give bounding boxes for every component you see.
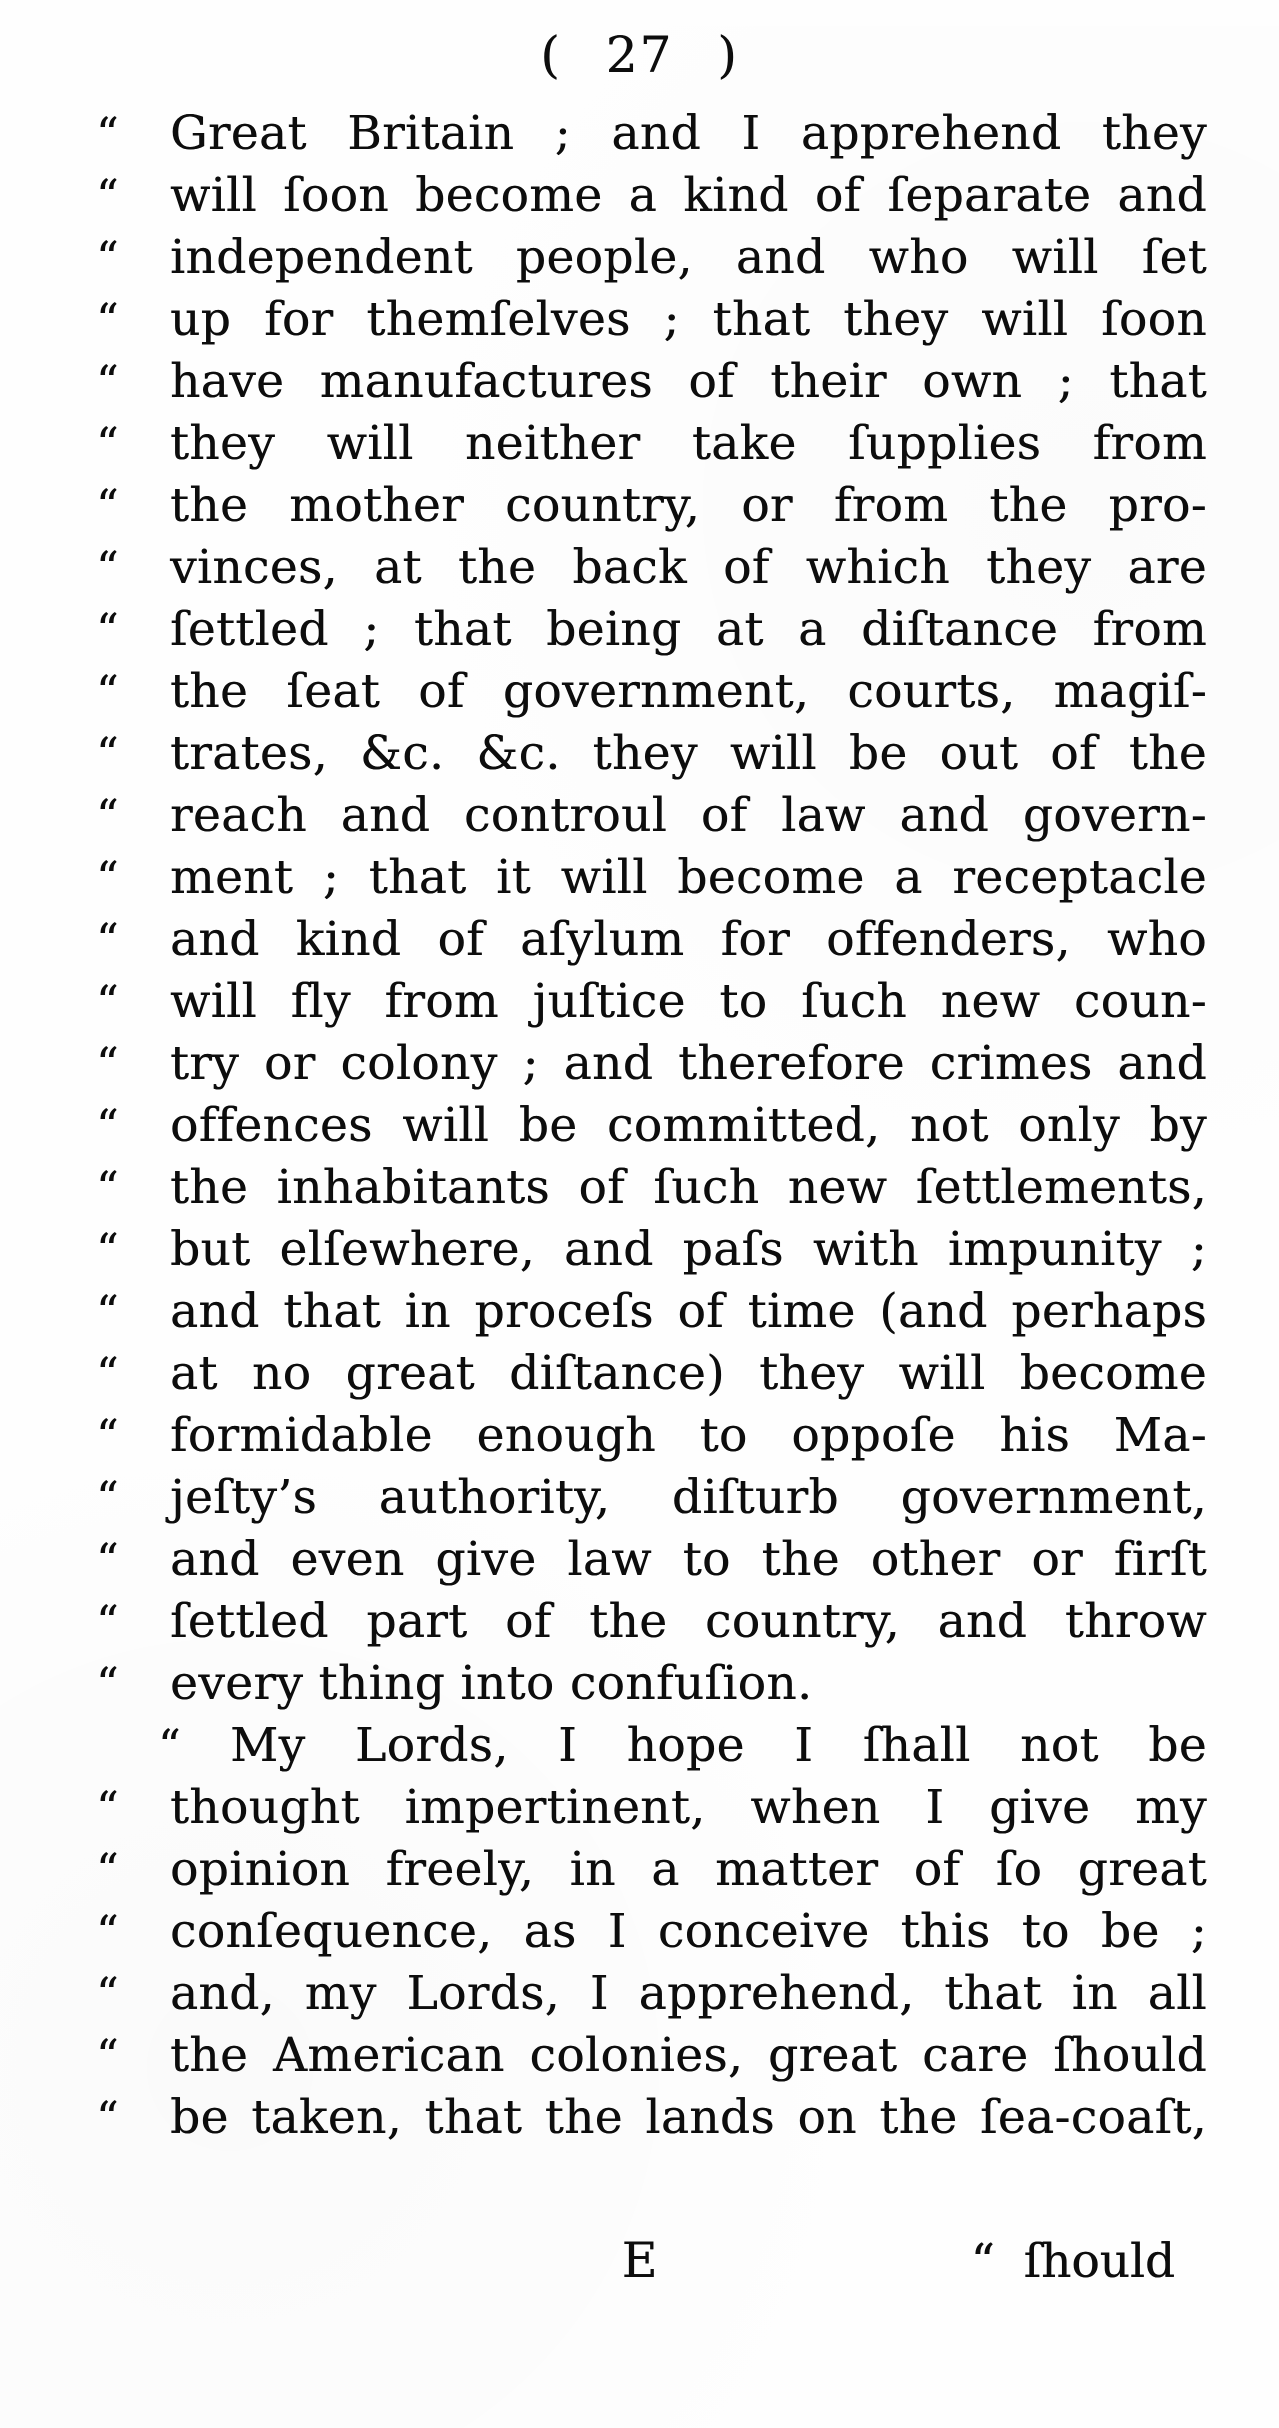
line-text: thought impertinent, when I give my [170, 1780, 1207, 1835]
page-footer [0, 2232, 1279, 2312]
line-text: offences will be committed, not only by [170, 1098, 1207, 1153]
line-text: the ſeat of government, courts, magiſ- [170, 664, 1207, 719]
line-text: Great Britain ; and I apprehend they [170, 106, 1207, 161]
text-line [96, 850, 1207, 912]
line-text: the American colonies, great care ſhould [170, 2028, 1207, 2083]
text-line [96, 1408, 1207, 1470]
line-text: every thing into confuſion. [170, 1656, 813, 1711]
quote-mark: “ [96, 357, 119, 408]
text-line [96, 1470, 1207, 1532]
text-line [96, 1222, 1207, 1284]
quote-mark: “ [96, 1101, 119, 1152]
text-line [96, 1160, 1207, 1222]
quote-mark: “ [96, 1907, 119, 1958]
line-text: the inhabitants of ſuch new ſettlements, [170, 1160, 1207, 1215]
line-text: be taken, that the lands on the ſea-coaſt, [170, 2090, 1207, 2145]
quote-mark: “ [96, 543, 119, 594]
text-line [96, 974, 1207, 1036]
text-line [96, 292, 1207, 354]
paragraph [96, 1718, 1207, 2152]
quote-mark: “ [96, 295, 119, 346]
quote-mark: “ [96, 1969, 119, 2020]
line-text: jeſty’s authority, diſturb government, [170, 1470, 1207, 1525]
quote-mark: “ [158, 1721, 181, 1772]
text-line [96, 664, 1207, 726]
line-text: formidable enough to oppoſe his Ma- [170, 1408, 1207, 1463]
line-text: have manufactures of their own ; that [170, 354, 1207, 409]
printer-signature: E [621, 2232, 658, 2289]
text-line [96, 912, 1207, 974]
line-text: vinces, at the back of which they are [170, 540, 1207, 595]
quote-mark: “ [96, 171, 119, 222]
quote-mark: “ [96, 1287, 119, 1338]
quote-mark: “ [96, 1473, 119, 1524]
text-line [96, 1346, 1207, 1408]
line-text: the mother country, or from the pro- [170, 478, 1207, 533]
text-line [96, 1780, 1207, 1842]
text-line [96, 726, 1207, 788]
text-line [96, 2028, 1207, 2090]
quote-mark: “ [96, 853, 119, 904]
line-text: try or colony ; and therefore crimes and [170, 1036, 1207, 1091]
text-line [96, 788, 1207, 850]
quote-mark: “ [96, 109, 119, 160]
quote-mark: “ [96, 791, 119, 842]
line-text: ment ; that it will become a receptacle [170, 850, 1207, 905]
text-line [96, 168, 1207, 230]
quote-mark: “ [96, 481, 119, 532]
text-line [96, 602, 1207, 664]
quote-mark: “ [96, 667, 119, 718]
text-line [96, 354, 1207, 416]
scanned-book-page [0, 26, 1279, 2428]
body-text [0, 106, 1279, 2152]
line-text: will ſoon become a kind of ſeparate and [170, 168, 1207, 223]
line-text: and kind of aſylum for offenders, who [170, 912, 1207, 967]
text-line [96, 106, 1207, 168]
text-line [96, 230, 1207, 292]
text-line [96, 416, 1207, 478]
line-text: and, my Lords, I apprehend, that in all [170, 1966, 1207, 2021]
quote-mark: “ [96, 1349, 119, 1400]
line-text: ſettled part of the country, and throw [170, 1594, 1207, 1649]
quote-mark: “ [96, 2031, 119, 2082]
paragraph [96, 106, 1207, 1718]
quote-mark: “ [96, 1659, 119, 1710]
text-line [96, 1966, 1207, 2028]
line-text: but elſewhere, and paſs with impunity ; [170, 1222, 1207, 1277]
line-text: up for themſelves ; that they will ſoon [170, 292, 1207, 347]
quote-mark: “ [96, 2093, 119, 2144]
text-line [96, 1036, 1207, 1098]
text-line [96, 478, 1207, 540]
quote-mark: “ [96, 605, 119, 656]
line-text: opinion freely, in a matter of ſo great [170, 1842, 1207, 1897]
page-number-header: ( 27 ) [540, 26, 739, 84]
text-line [96, 1842, 1207, 1904]
text-line [96, 1532, 1207, 1594]
line-text: trates, &c. &c. they will be out of the [170, 726, 1207, 781]
quote-mark: “ [96, 915, 119, 966]
quote-mark: “ [96, 1783, 119, 1834]
quote-mark: “ [96, 1535, 119, 1586]
quote-mark: “ [96, 1163, 119, 1214]
quote-mark: “ [96, 1411, 119, 1462]
text-line [96, 1098, 1207, 1160]
text-line [96, 1284, 1207, 1346]
text-line [96, 2090, 1207, 2152]
catchword: “ ſhould [970, 2234, 1175, 2289]
text-line [96, 540, 1207, 602]
line-text: conſequence, as I conceive this to be ; [170, 1904, 1207, 1959]
quote-mark: “ [96, 729, 119, 780]
quote-mark: “ [96, 419, 119, 470]
line-text: will fly from juſtice to ſuch new coun- [170, 974, 1207, 1029]
line-text: independent people, and who will ſet [170, 230, 1207, 285]
quote-mark: “ [96, 977, 119, 1028]
quote-mark: “ [96, 1845, 119, 1896]
quote-mark: “ [96, 1225, 119, 1276]
line-text: My Lords, I hope I ſhall not be [230, 1718, 1207, 1773]
line-text: and that in proceſs of time (and perhaps [170, 1284, 1207, 1339]
line-text: and even give law to the other or firſt [170, 1532, 1207, 1587]
text-line [96, 1718, 1207, 1780]
line-text: reach and controul of law and govern- [170, 788, 1207, 843]
quote-mark: “ [96, 1597, 119, 1648]
quote-mark: “ [96, 1039, 119, 1090]
line-text: ſettled ; that being at a diſtance from [170, 602, 1207, 657]
quote-mark: “ [96, 233, 119, 284]
text-line [96, 1904, 1207, 1966]
text-line [96, 1594, 1207, 1656]
text-line [96, 1656, 1207, 1718]
line-text: at no great diſtance) they will become [170, 1346, 1207, 1401]
line-text: they will neither take ſupplies from [170, 416, 1207, 471]
